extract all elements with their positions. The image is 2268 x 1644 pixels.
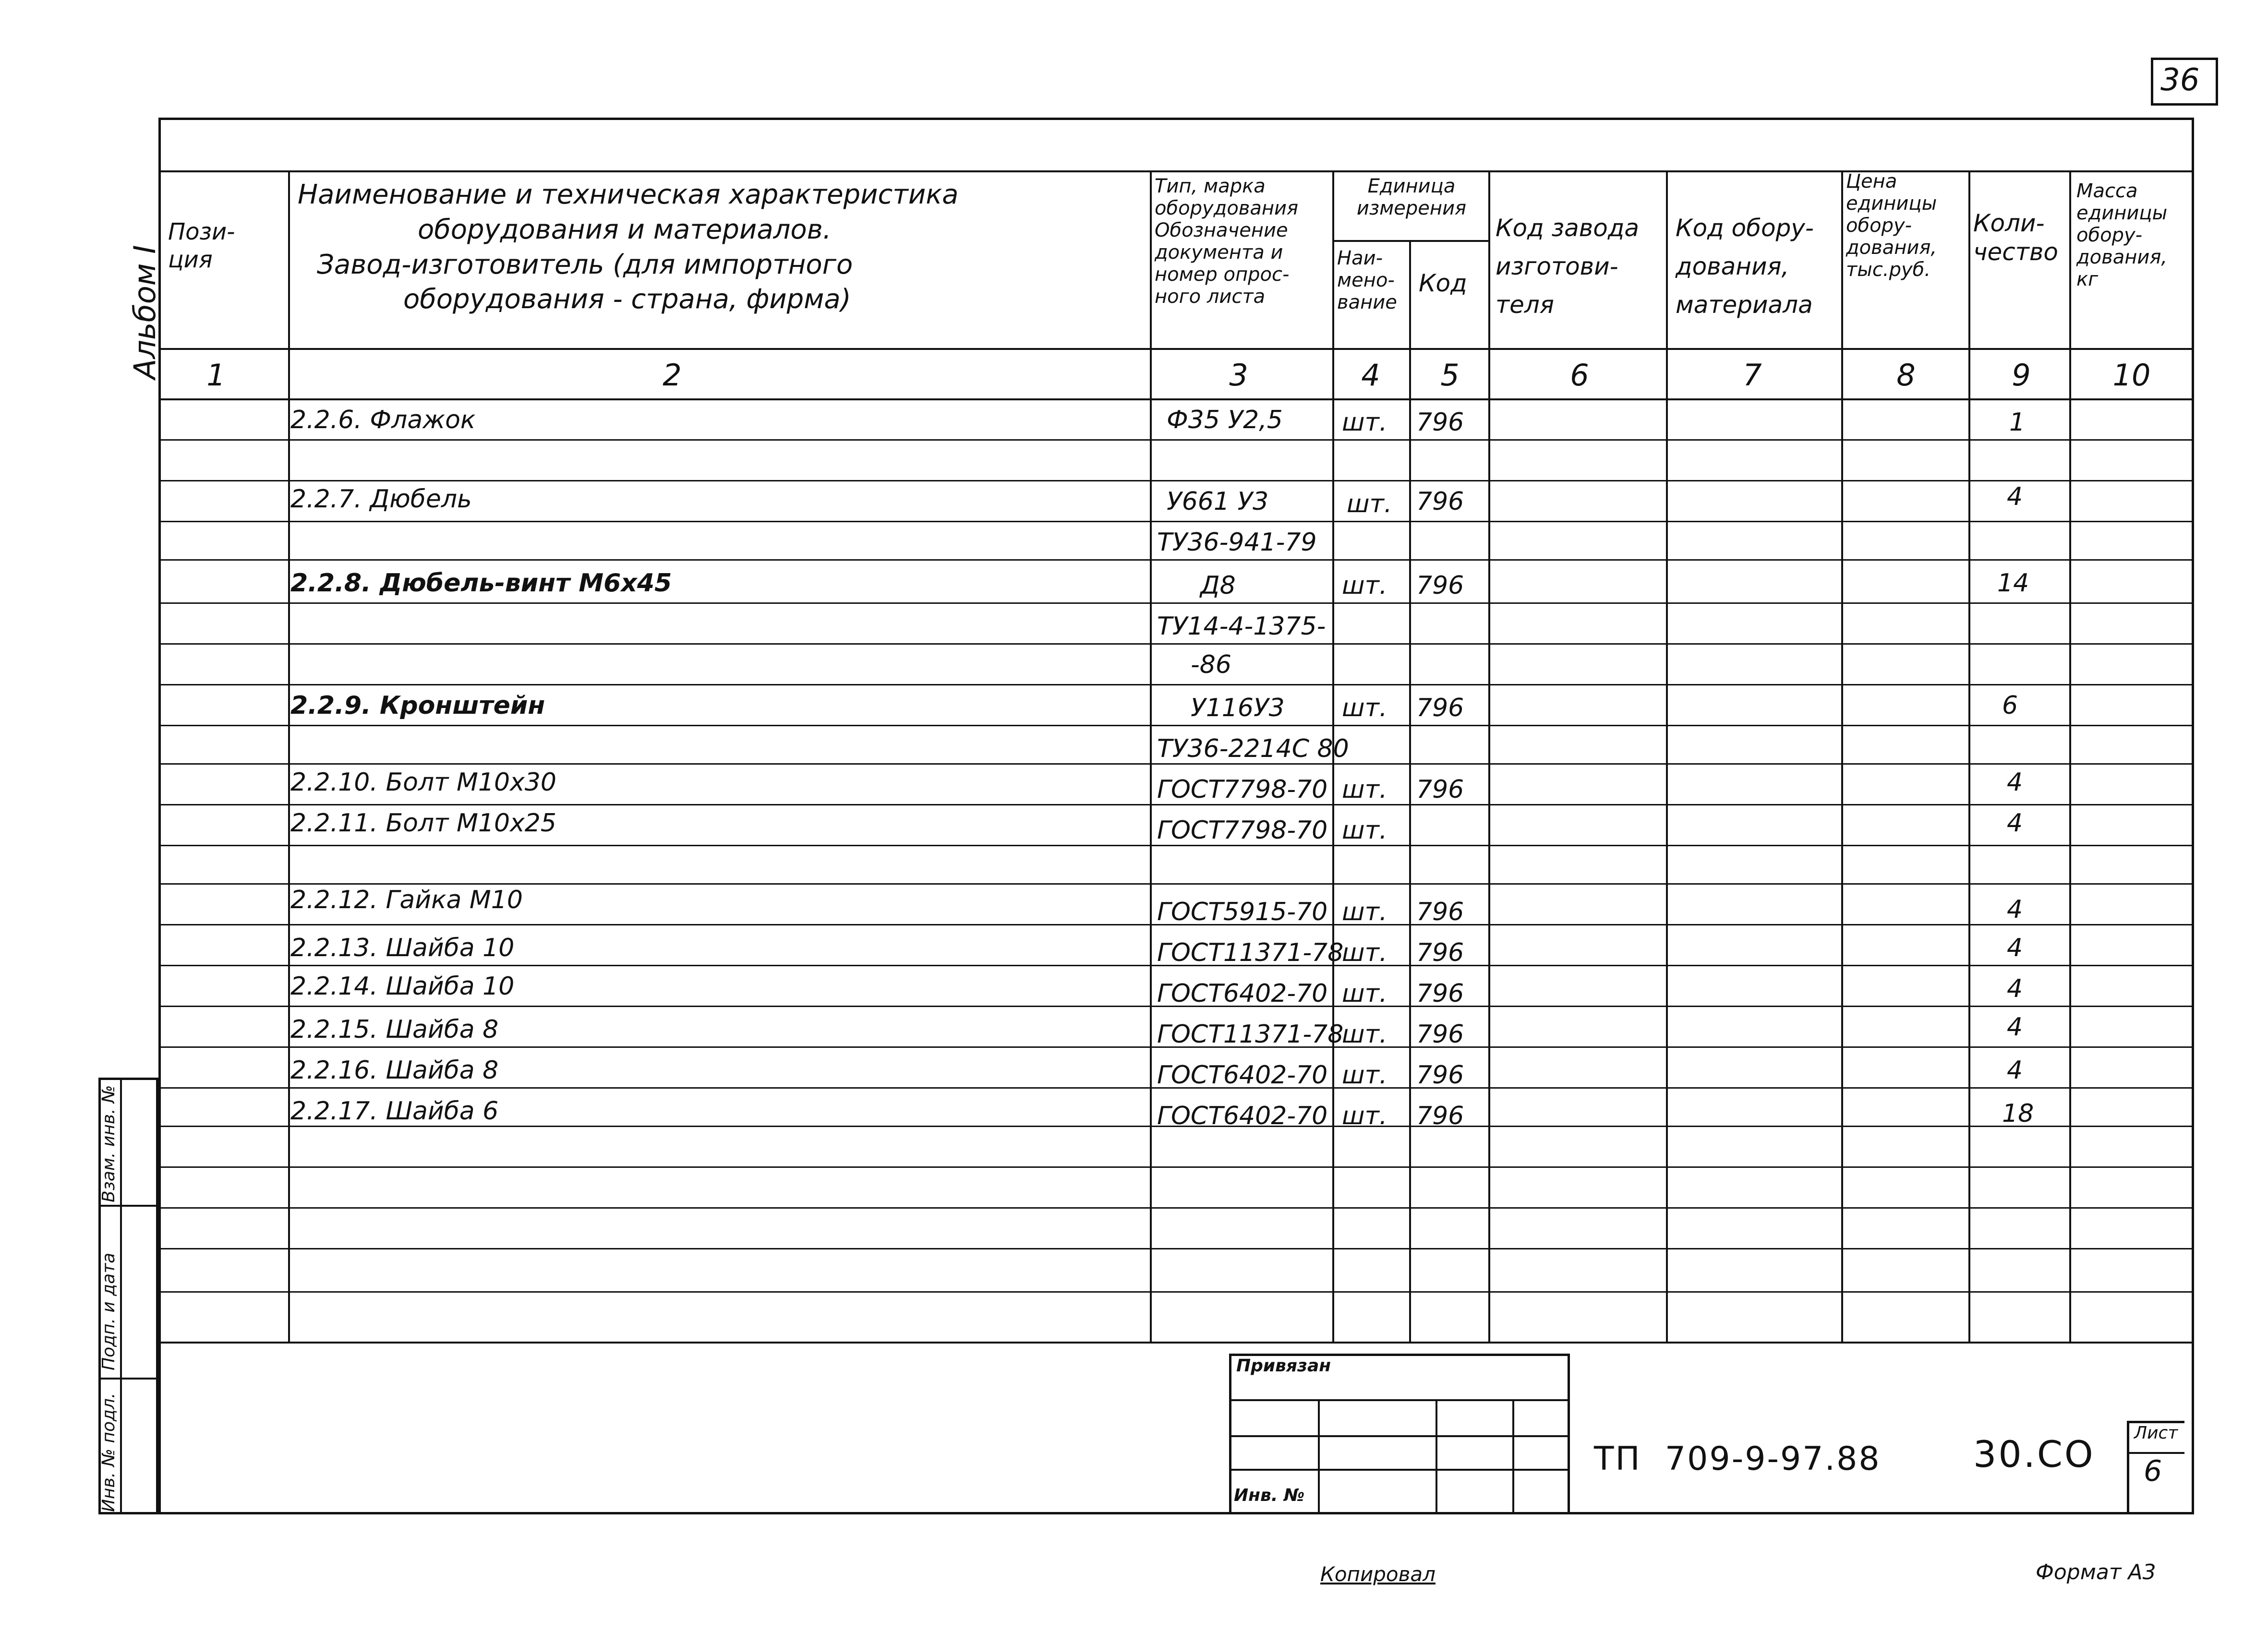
stamp-priviazan: Привязан	[1236, 1356, 1331, 1376]
row-type: ГОСТ7798-70	[1157, 775, 1328, 804]
stamp-top-line	[158, 1342, 2194, 1344]
header-unit-group: Единица измерения	[1356, 175, 1467, 219]
col-line-4	[1409, 240, 1411, 1342]
column-number: 3	[1229, 358, 1248, 393]
row-type: У116У3	[1191, 694, 1285, 722]
header-price: Цена единицы обору- дования, тыс.руб.	[1846, 170, 1937, 281]
row-line	[158, 763, 2194, 765]
side-strip-line-1	[98, 1205, 158, 1207]
row-qty: 6	[2002, 691, 2018, 720]
row-name: 2.2.14. Шайба 10	[290, 972, 515, 1001]
column-number: 1	[206, 358, 226, 393]
album-label: Альбом I	[127, 245, 162, 379]
stamp-code: 30.СО	[1973, 1433, 2095, 1476]
row-qty: 4	[2007, 974, 2023, 1003]
header-equipment-code: Код обору- дования, материала	[1676, 214, 1814, 319]
stamp-inner-vline-3	[1512, 1399, 1514, 1514]
footer-copied: Копировал	[1320, 1562, 1436, 1586]
header-name-line4: оборудования - страна, фирма)	[403, 284, 851, 315]
row-type: Д8	[1200, 571, 1236, 600]
row-unit: шт.	[1347, 490, 1392, 518]
footer-format: Формат А3	[2036, 1560, 2156, 1584]
row-unit: шт.	[1342, 1102, 1387, 1130]
row-name: 2.2.16. Шайба 8	[290, 1056, 499, 1085]
col-line-5	[1488, 170, 1490, 1342]
header-unit-code: Код	[1419, 269, 1467, 297]
row-unit: шт.	[1342, 938, 1387, 967]
row-type: ГОСТ6402-70	[1157, 1102, 1328, 1130]
row-type: ТУ14-4-1375-	[1157, 612, 1326, 641]
row-qty: 4	[2007, 482, 2023, 511]
side-label-vzam-inv: Взам. инв. №	[99, 1085, 119, 1202]
row-line	[158, 1291, 2194, 1293]
row-type: ГОСТ11371-78	[1157, 1020, 1344, 1049]
row-line	[158, 480, 2194, 481]
stamp-inner-vline-2	[1436, 1399, 1437, 1514]
row-name: 2.2.7. Дюбель	[290, 485, 472, 514]
row-qty: 4	[2007, 934, 2023, 962]
column-number: 10	[2112, 358, 2151, 393]
column-numbers-bottom-line	[158, 398, 2194, 400]
row-code: 796	[1416, 1020, 1464, 1049]
row-line	[158, 845, 2194, 846]
row-name: 2.2.17. Шайба 6	[290, 1097, 499, 1126]
header-name	[298, 178, 1143, 317]
row-qty: 4	[2007, 1056, 2023, 1085]
row-line	[158, 883, 2194, 885]
column-number: 4	[1361, 358, 1380, 393]
row-name: 2.2.8. Дюбель-винт М6x45	[290, 569, 672, 598]
row-unit: шт.	[1342, 408, 1387, 437]
row-qty: 4	[2007, 1013, 2023, 1042]
side-strip-divider	[120, 1078, 122, 1514]
row-type: У661 У3	[1167, 487, 1269, 516]
row-line	[158, 1207, 2194, 1209]
stamp-inner-vline-1	[1318, 1399, 1320, 1514]
header-unit-name: Наи- мено- вание	[1337, 247, 1397, 313]
row-code: 796	[1416, 938, 1464, 967]
col-line-7	[1841, 170, 1843, 1342]
row-name: 2.2.13. Шайба 10	[290, 934, 515, 962]
row-qty: 4	[2007, 768, 2023, 797]
row-line	[158, 1166, 2194, 1168]
row-code: 796	[1416, 1102, 1464, 1130]
header-name-line3: Завод-изготовитель (для импортного	[317, 249, 853, 280]
row-line	[158, 439, 2194, 441]
row-name: 2.2.6. Флажок	[290, 406, 476, 434]
corner-number: 36	[2160, 62, 2200, 98]
header-bottom-line	[158, 348, 2194, 350]
row-line	[158, 1248, 2194, 1249]
row-unit: шт.	[1342, 571, 1387, 600]
row-type: ТУ36-2214С 80	[1157, 734, 1349, 763]
row-unit: шт.	[1342, 1020, 1387, 1049]
header-quantity: Коли- чество	[1973, 209, 2058, 266]
column-number: 5	[1440, 358, 1460, 393]
side-strip-line-2	[98, 1378, 158, 1380]
stamp-inv-no: Инв. №	[1234, 1486, 1305, 1505]
col-line-1	[288, 170, 290, 1342]
stamp-sheet-label: Лист	[2134, 1423, 2178, 1443]
row-type: ГОСТ7798-70	[1157, 816, 1328, 845]
row-qty: 4	[2007, 895, 2023, 924]
header-name-line2: оборудования и материалов.	[418, 214, 832, 245]
row-qty: 18	[2002, 1099, 2034, 1128]
column-number: 9	[2012, 358, 2031, 393]
row-name: 2.2.10. Болт М10х30	[290, 768, 556, 797]
row-code: 796	[1416, 1061, 1464, 1090]
header-position: Пози- ция	[168, 218, 235, 273]
row-line	[158, 521, 2194, 522]
row-code: 796	[1416, 979, 1464, 1008]
row-type: ГОСТ6402-70	[1157, 979, 1328, 1008]
row-type: ТУ36-941-79	[1157, 528, 1317, 557]
header-type: Тип, марка оборудования Обозначение документа и номер опрос- ного листа	[1155, 175, 1299, 308]
row-code: 796	[1416, 408, 1464, 437]
stamp-inner-line-2	[1229, 1435, 1570, 1437]
row-type: ГОСТ11371-78	[1157, 938, 1344, 967]
col-line-9	[2069, 170, 2071, 1342]
unit-group-line	[1332, 240, 1488, 242]
row-code: 796	[1416, 898, 1464, 926]
column-number: 7	[1743, 358, 1762, 393]
row-code: 796	[1416, 571, 1464, 600]
side-label-inv-podl: Инв. № подл.	[99, 1392, 119, 1512]
stamp-sheet-line	[2127, 1452, 2184, 1454]
row-code: 796	[1416, 487, 1464, 516]
stamp-inner-line-3	[1229, 1469, 1570, 1471]
row-line	[158, 684, 2194, 685]
col-line-2	[1150, 170, 1152, 1342]
row-name: 2.2.15. Шайба 8	[290, 1015, 499, 1044]
header-mass: Масса единицы обору- дования, кг	[2076, 180, 2168, 290]
stamp-designation: ТП 709-9-97.88	[1594, 1440, 1881, 1478]
header-factory-code: Код завода изготови- теля	[1496, 214, 1640, 319]
row-code: 796	[1416, 775, 1464, 804]
row-code: 796	[1416, 694, 1464, 722]
column-number: 2	[663, 358, 682, 393]
side-label-podp-data: Подп. и дата	[99, 1252, 119, 1370]
row-type: Ф35 У2,5	[1167, 406, 1283, 434]
row-line	[158, 643, 2194, 645]
header-name-line1: Наименование и техническая характеристика	[298, 179, 959, 210]
row-type: -86	[1191, 650, 1231, 679]
column-number: 6	[1570, 358, 1589, 393]
row-line	[158, 559, 2194, 561]
row-qty: 1	[2009, 408, 2026, 437]
row-line	[158, 804, 2194, 805]
row-name: 2.2.9. Кронштейн	[290, 691, 545, 720]
row-unit: шт.	[1342, 816, 1387, 845]
stamp-sheet-number: 6	[2144, 1454, 2162, 1488]
row-unit: шт.	[1342, 694, 1387, 722]
row-name: 2.2.11. Болт М10х25	[290, 809, 556, 838]
row-type: ГОСТ5915-70	[1157, 898, 1328, 926]
row-type: ГОСТ6402-70	[1157, 1061, 1328, 1090]
row-name: 2.2.12. Гайка М10	[290, 886, 523, 914]
row-unit: шт.	[1342, 775, 1387, 804]
row-unit: шт.	[1342, 898, 1387, 926]
row-unit: шт.	[1342, 1061, 1387, 1090]
row-line	[158, 725, 2194, 726]
col-line-6	[1666, 170, 1668, 1342]
row-qty: 4	[2007, 809, 2023, 838]
stamp-inner-line-1	[1229, 1399, 1570, 1401]
row-unit: шт.	[1342, 979, 1387, 1008]
column-number: 8	[1896, 358, 1916, 393]
row-qty: 14	[1997, 569, 2029, 598]
col-line-8	[1968, 170, 1970, 1342]
row-line	[158, 602, 2194, 604]
